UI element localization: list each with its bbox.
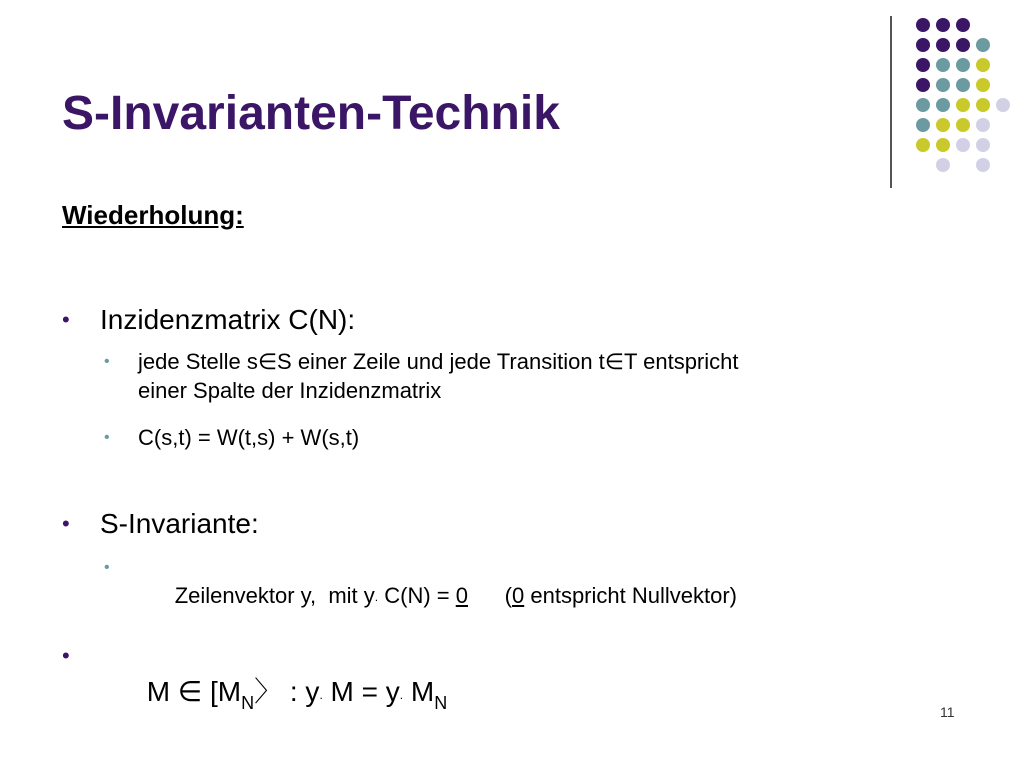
dot [936, 78, 950, 92]
dot [976, 138, 990, 152]
dot [956, 18, 970, 32]
dot [956, 58, 970, 72]
dot [916, 18, 930, 32]
bullet-mark: • [62, 307, 70, 332]
divider-line [890, 16, 892, 188]
bullet-mark: • [62, 643, 70, 668]
text-segment: ( [468, 583, 512, 608]
text-segment: [M [202, 676, 242, 707]
multiplication-dot: . [374, 590, 379, 604]
angle-bracket-symbol: 〉 [254, 675, 283, 708]
dot [956, 138, 970, 152]
text-segment: entspricht Nullvektor) [524, 583, 737, 608]
dot [976, 98, 990, 112]
dot [936, 38, 950, 52]
subscript: N [434, 693, 448, 713]
dot [916, 78, 930, 92]
dot [976, 78, 990, 92]
text-segment: jede Stelle s [138, 349, 258, 374]
dot [936, 98, 950, 112]
dot [936, 18, 950, 32]
text-segment: einer Spalte der Inzidenzmatrix [138, 378, 442, 403]
formula-text: C(s,t) = W(t,s) + W(s,t) [138, 425, 360, 450]
text-segment: M = y [322, 676, 400, 707]
dot [916, 98, 930, 112]
dot [956, 98, 970, 112]
page-number: 11 [940, 704, 955, 720]
multiplication-dot: . [319, 688, 323, 702]
dot [936, 118, 950, 132]
text-segment: M [146, 676, 178, 707]
text-segment: M [403, 676, 435, 707]
dot [916, 58, 930, 72]
bullet-text: S-Invariante: [100, 508, 259, 539]
element-of-symbol: ∈ [257, 350, 278, 375]
subheading: Wiederholung: [62, 200, 244, 230]
text-segment: T entspricht [623, 349, 739, 374]
text-segment: S einer Zeile und jede Transition t [277, 349, 605, 374]
dot [976, 118, 990, 132]
slide-title: S-Invarianten-Technik [62, 87, 560, 140]
bullet-mark: • [62, 511, 70, 536]
dot [936, 58, 950, 72]
zero-vector: 0 [455, 583, 468, 608]
dot [916, 38, 930, 52]
bullet-mark: • [104, 353, 110, 370]
dot [996, 98, 1010, 112]
text-segment: Zeilenvektor y, mit y [174, 583, 375, 608]
dot [976, 58, 990, 72]
dot [956, 118, 970, 132]
dot [936, 138, 950, 152]
bullet-text: Inzidenzmatrix C(N): [100, 304, 356, 335]
dot [916, 138, 930, 152]
dot [956, 38, 970, 52]
decorative-dot-grid [900, 10, 1010, 170]
dot [936, 158, 950, 172]
element-of-symbol: ∈ [604, 350, 624, 375]
dot [976, 38, 990, 52]
zero-vector: 0 [512, 583, 525, 608]
dot [956, 78, 970, 92]
text-segment: : y [282, 676, 320, 707]
bullet-mark: • [104, 559, 110, 576]
subscript: N [241, 693, 255, 713]
multiplication-dot: . [399, 688, 404, 702]
text-segment: C(N) = [378, 583, 456, 608]
element-of-symbol: ∈ [177, 675, 203, 708]
dot [976, 158, 990, 172]
dot [916, 118, 930, 132]
bullet-mark: • [104, 429, 110, 446]
